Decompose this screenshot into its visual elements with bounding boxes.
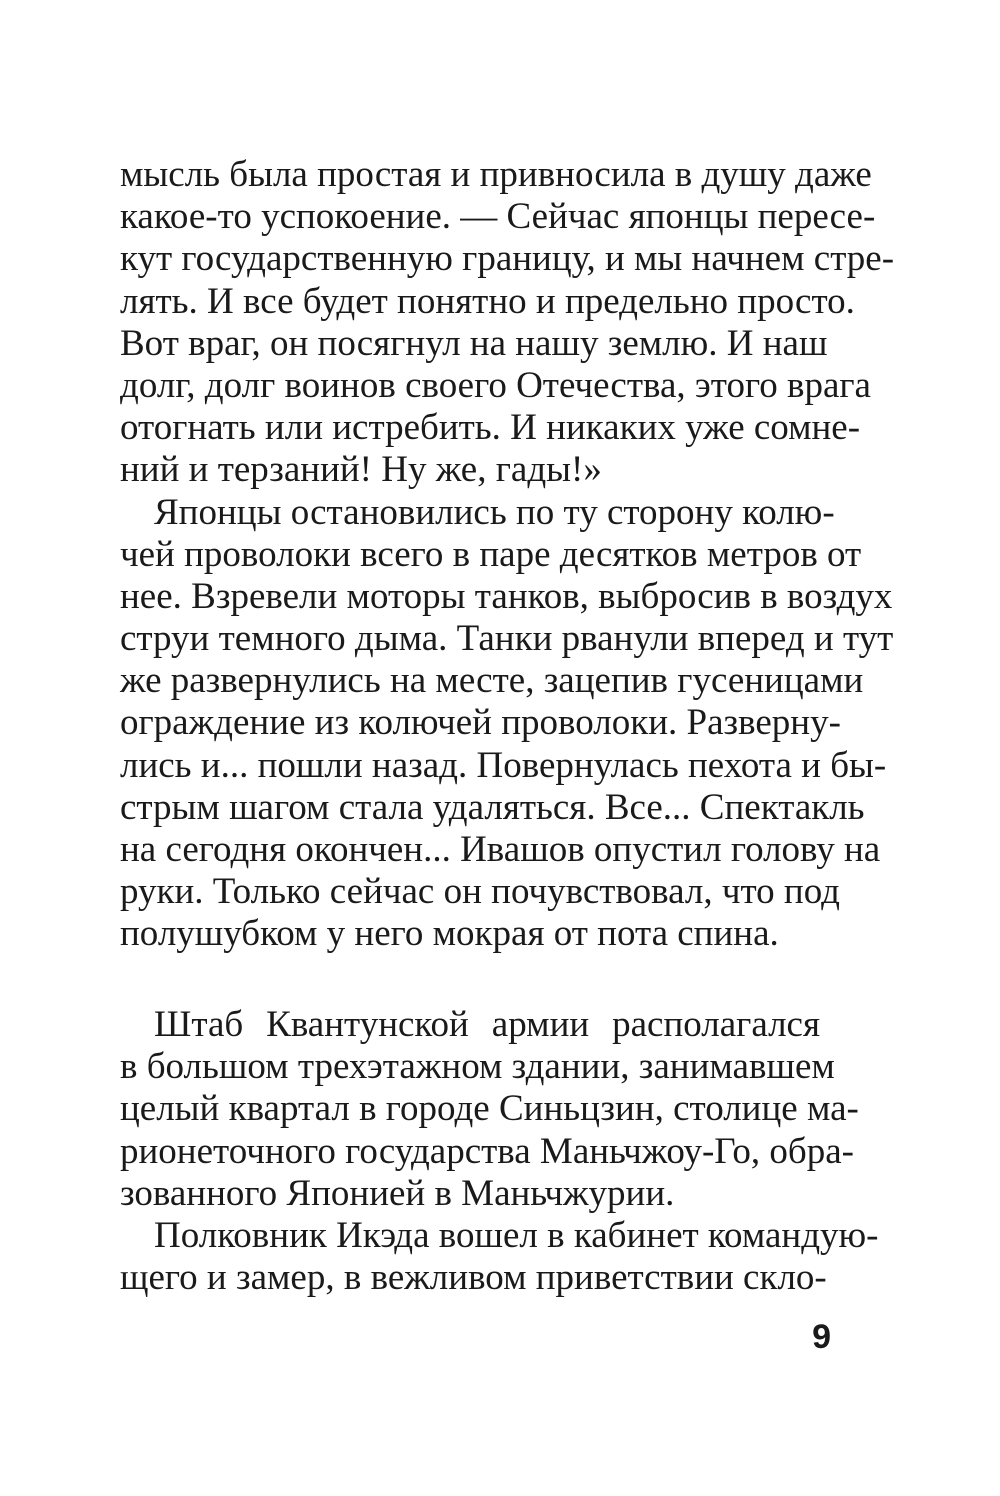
text-line: ний и терзаний! Ну же, гады!» <box>120 449 602 491</box>
text-line: зованного Японией в Маньчжурии. <box>120 1172 675 1214</box>
text-line: Полковник Икэда вошел в кабинет командую- <box>154 1214 879 1256</box>
text-line: щего и замер, в вежливом приветствии скло- <box>120 1257 827 1299</box>
text-line: струи темного дыма. Танки рванули вперед и тут <box>120 618 894 660</box>
text-line: кут государственную границу, и мы начнем стре- <box>120 238 895 280</box>
text-line: лять. И все будет понятно и предельно просто. <box>120 280 855 322</box>
text-line: целый квартал в городе Синьцзин, столице ма- <box>120 1088 859 1130</box>
text-line: долг, долг воинов своего Отечества, этого врага <box>120 364 871 406</box>
text-line: Вот враг, он посягнул на нашу землю. И наш <box>120 322 828 364</box>
text-line: чей проволоки всего в паре десятков метров от <box>120 533 862 575</box>
text-line: руки. Только сейчас он почувствовал, что под <box>120 871 840 913</box>
text-section-1 <box>120 154 895 956</box>
text-line: Штаб Квантунской армии располагался <box>154 1004 820 1045</box>
text-line: лись и... пошли назад. Повернулась пехота и бы- <box>120 744 887 786</box>
text-line: стрым шагом стала удаляться. Все... Спектакль <box>120 786 865 828</box>
text-line: ограждение из колючей проволоки. Разверну- <box>120 702 841 744</box>
text-line: в большом трехэтажном здании, занимавшем <box>120 1046 835 1088</box>
page-number: 9 <box>812 1318 831 1356</box>
text-line: Японцы остановились по ту сторону колю- <box>154 491 835 533</box>
text-line: отогнать или истребить. И никаких уже сомне- <box>120 407 861 449</box>
text-section-2 <box>120 1004 879 1299</box>
text-line: же развернулись на месте, зацепив гусеницами <box>120 660 864 702</box>
text-line: мысль была простая и привносила в душу даже <box>120 154 872 195</box>
text-line: на сегодня окончен... Ивашов опустил голову на <box>120 829 881 870</box>
text-line: нее. Взревели моторы танков, выбросив в воздух <box>120 575 893 617</box>
text-line: какое-то успокоение. — Сейчас японцы пересе- <box>120 196 876 238</box>
text-line: рионеточного государства Маньчжоу-Го, обра- <box>120 1130 854 1172</box>
text-line: полушубком у него мокрая от пота спина. <box>120 913 779 955</box>
